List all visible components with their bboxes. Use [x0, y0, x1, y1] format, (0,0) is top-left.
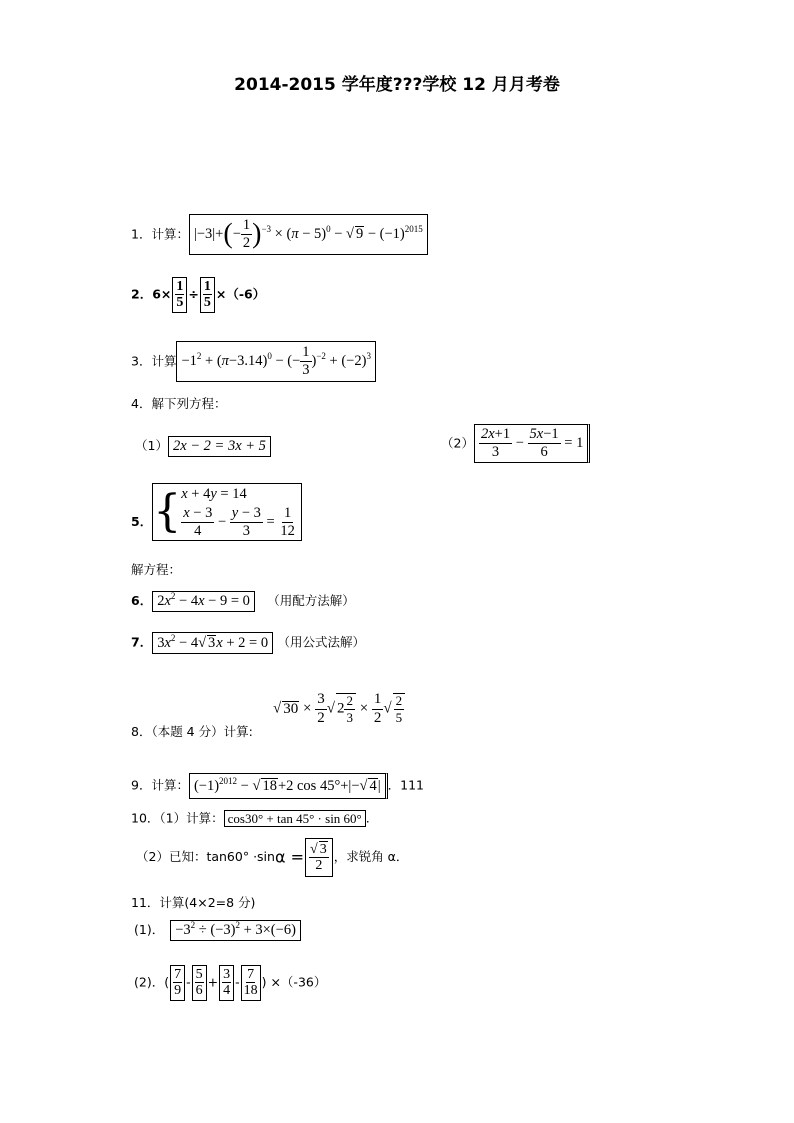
question-1-label: 1．计算：: [131, 226, 189, 242]
question-11-label: 11．计算(4×2=8 分): [131, 895, 256, 910]
question-5-label: 5．: [131, 514, 153, 530]
question-4-2: [441, 424, 590, 463]
question-3-expression: $-1^2 + (\pi-3.14)^0$ − (− $\frac{1}{3}$ )$^{-2} + (-2)^3$: [176, 341, 375, 382]
question-11-2: (2)．( $\frac{7}{9}$ - $\frac{5}{6}$ + $\frac{3}{4}$ - $\frac{7}{18}$ ) ×（-36）: [134, 965, 326, 1001]
question-10-1-expression: cos30° + tan 45° · sin 60°: [224, 810, 366, 827]
question-9-expression: $(-1)^{2012}$ − √ 18+2 cos 45°+|−√ 4|: [189, 773, 388, 799]
question-9-tail: ．111: [387, 777, 424, 793]
question-6-label: 6．: [131, 593, 153, 608]
question-8-expression: √ 30 × $\frac{3}{2}$ √ 2 $\frac{2}{3}$ × $\frac{1}{2}$ √ $\frac{2}{5}$: [273, 692, 405, 727]
question-8-label: 8．（本题 4 分）计算:: [131, 724, 253, 739]
question-6: [131, 591, 355, 612]
question-3: [131, 341, 376, 382]
fraction-7-9: $\frac{7}{9}$: [170, 965, 185, 1001]
question-2-tail: ×（-6）: [215, 286, 266, 302]
solve-equations-heading: 解方程：: [131, 562, 182, 577]
question-1-expression: |−3|+(− $\frac{1}{2}$ )$^{-3} \times (\pi - 5)^0$ − √ $9 - (-1)^{2015}$: [189, 214, 428, 255]
question-4-2-expression: $\frac{2x+1}{3}$ − $\frac{5x-1}{6}$ = 1: [474, 424, 590, 463]
question-10-1-label: 10．（1）计算：: [131, 810, 224, 826]
question-10-2-label: （2）已知：tan60° ·sin: [136, 849, 275, 865]
question-11-1-expression: $-3^2 \div (-3)^2 + 3\times(-6)$: [170, 920, 301, 941]
question-10-2: [136, 838, 408, 877]
page-title: 2014-2015 学年度???学校 12 月月考卷: [234, 75, 560, 95]
question-4-2-label: （2）: [441, 435, 474, 451]
question-11-1-label: (1)．: [134, 922, 165, 937]
question-4-1-label: （1）: [135, 438, 168, 453]
question-6-expression: $2x^2 - 4x - 9 = 0$: [152, 591, 255, 612]
question-2-label: 2．6×: [131, 286, 172, 302]
fraction-7-18: $\frac{7}{18}$: [241, 965, 261, 1001]
question-2-fraction-b: $\frac{1}{5}$: [200, 277, 215, 313]
question-4-1-expression: 2x − 2 = 3x + 5: [168, 436, 271, 457]
question-4-1: [135, 436, 271, 457]
question-3-label: 3．计算: [131, 353, 177, 369]
question-1: [131, 214, 428, 255]
question-2-fraction-a: $\frac{1}{5}$: [172, 277, 187, 313]
question-7-note: （用公式法解）: [277, 634, 365, 650]
question-10-2-tail: ，求锐角 α．: [333, 849, 409, 865]
question-5-system: { x + 4y = 14 $\frac{x - 3}{4}$ − $\frac{y - 3}{3}$ = $\frac{1}{12}$: [152, 483, 302, 541]
question-11-2-tail: ) ×（-36）: [261, 974, 327, 990]
question-10-1-tail: .: [365, 810, 370, 826]
question-6-note: （用配方法解）: [267, 593, 355, 608]
question-11-1: [134, 920, 301, 941]
question-10-1: [131, 810, 370, 827]
question-9-label: 9．计算：: [131, 777, 189, 793]
question-9: [131, 773, 424, 799]
question-7-label: 7．: [131, 634, 153, 650]
fraction-3-4: $\frac{3}{4}$: [219, 965, 234, 1001]
question-5: [131, 483, 302, 541]
divide-sign: ÷: [188, 286, 199, 302]
question-10-2-alpha: α =: [274, 847, 304, 867]
question-7: [131, 632, 365, 654]
fraction-5-6: $\frac{5}{6}$: [192, 965, 207, 1001]
question-7-expression: $3x^2 - 4√$ 3x + 2 = 0: [152, 632, 273, 654]
question-4-label: 4．解下列方程：: [131, 396, 227, 411]
question-10-2-fraction: $\frac{√ 3}{2}$: [305, 838, 333, 877]
question-2: [131, 277, 265, 313]
question-11-2-label: (2)．(: [134, 974, 170, 990]
